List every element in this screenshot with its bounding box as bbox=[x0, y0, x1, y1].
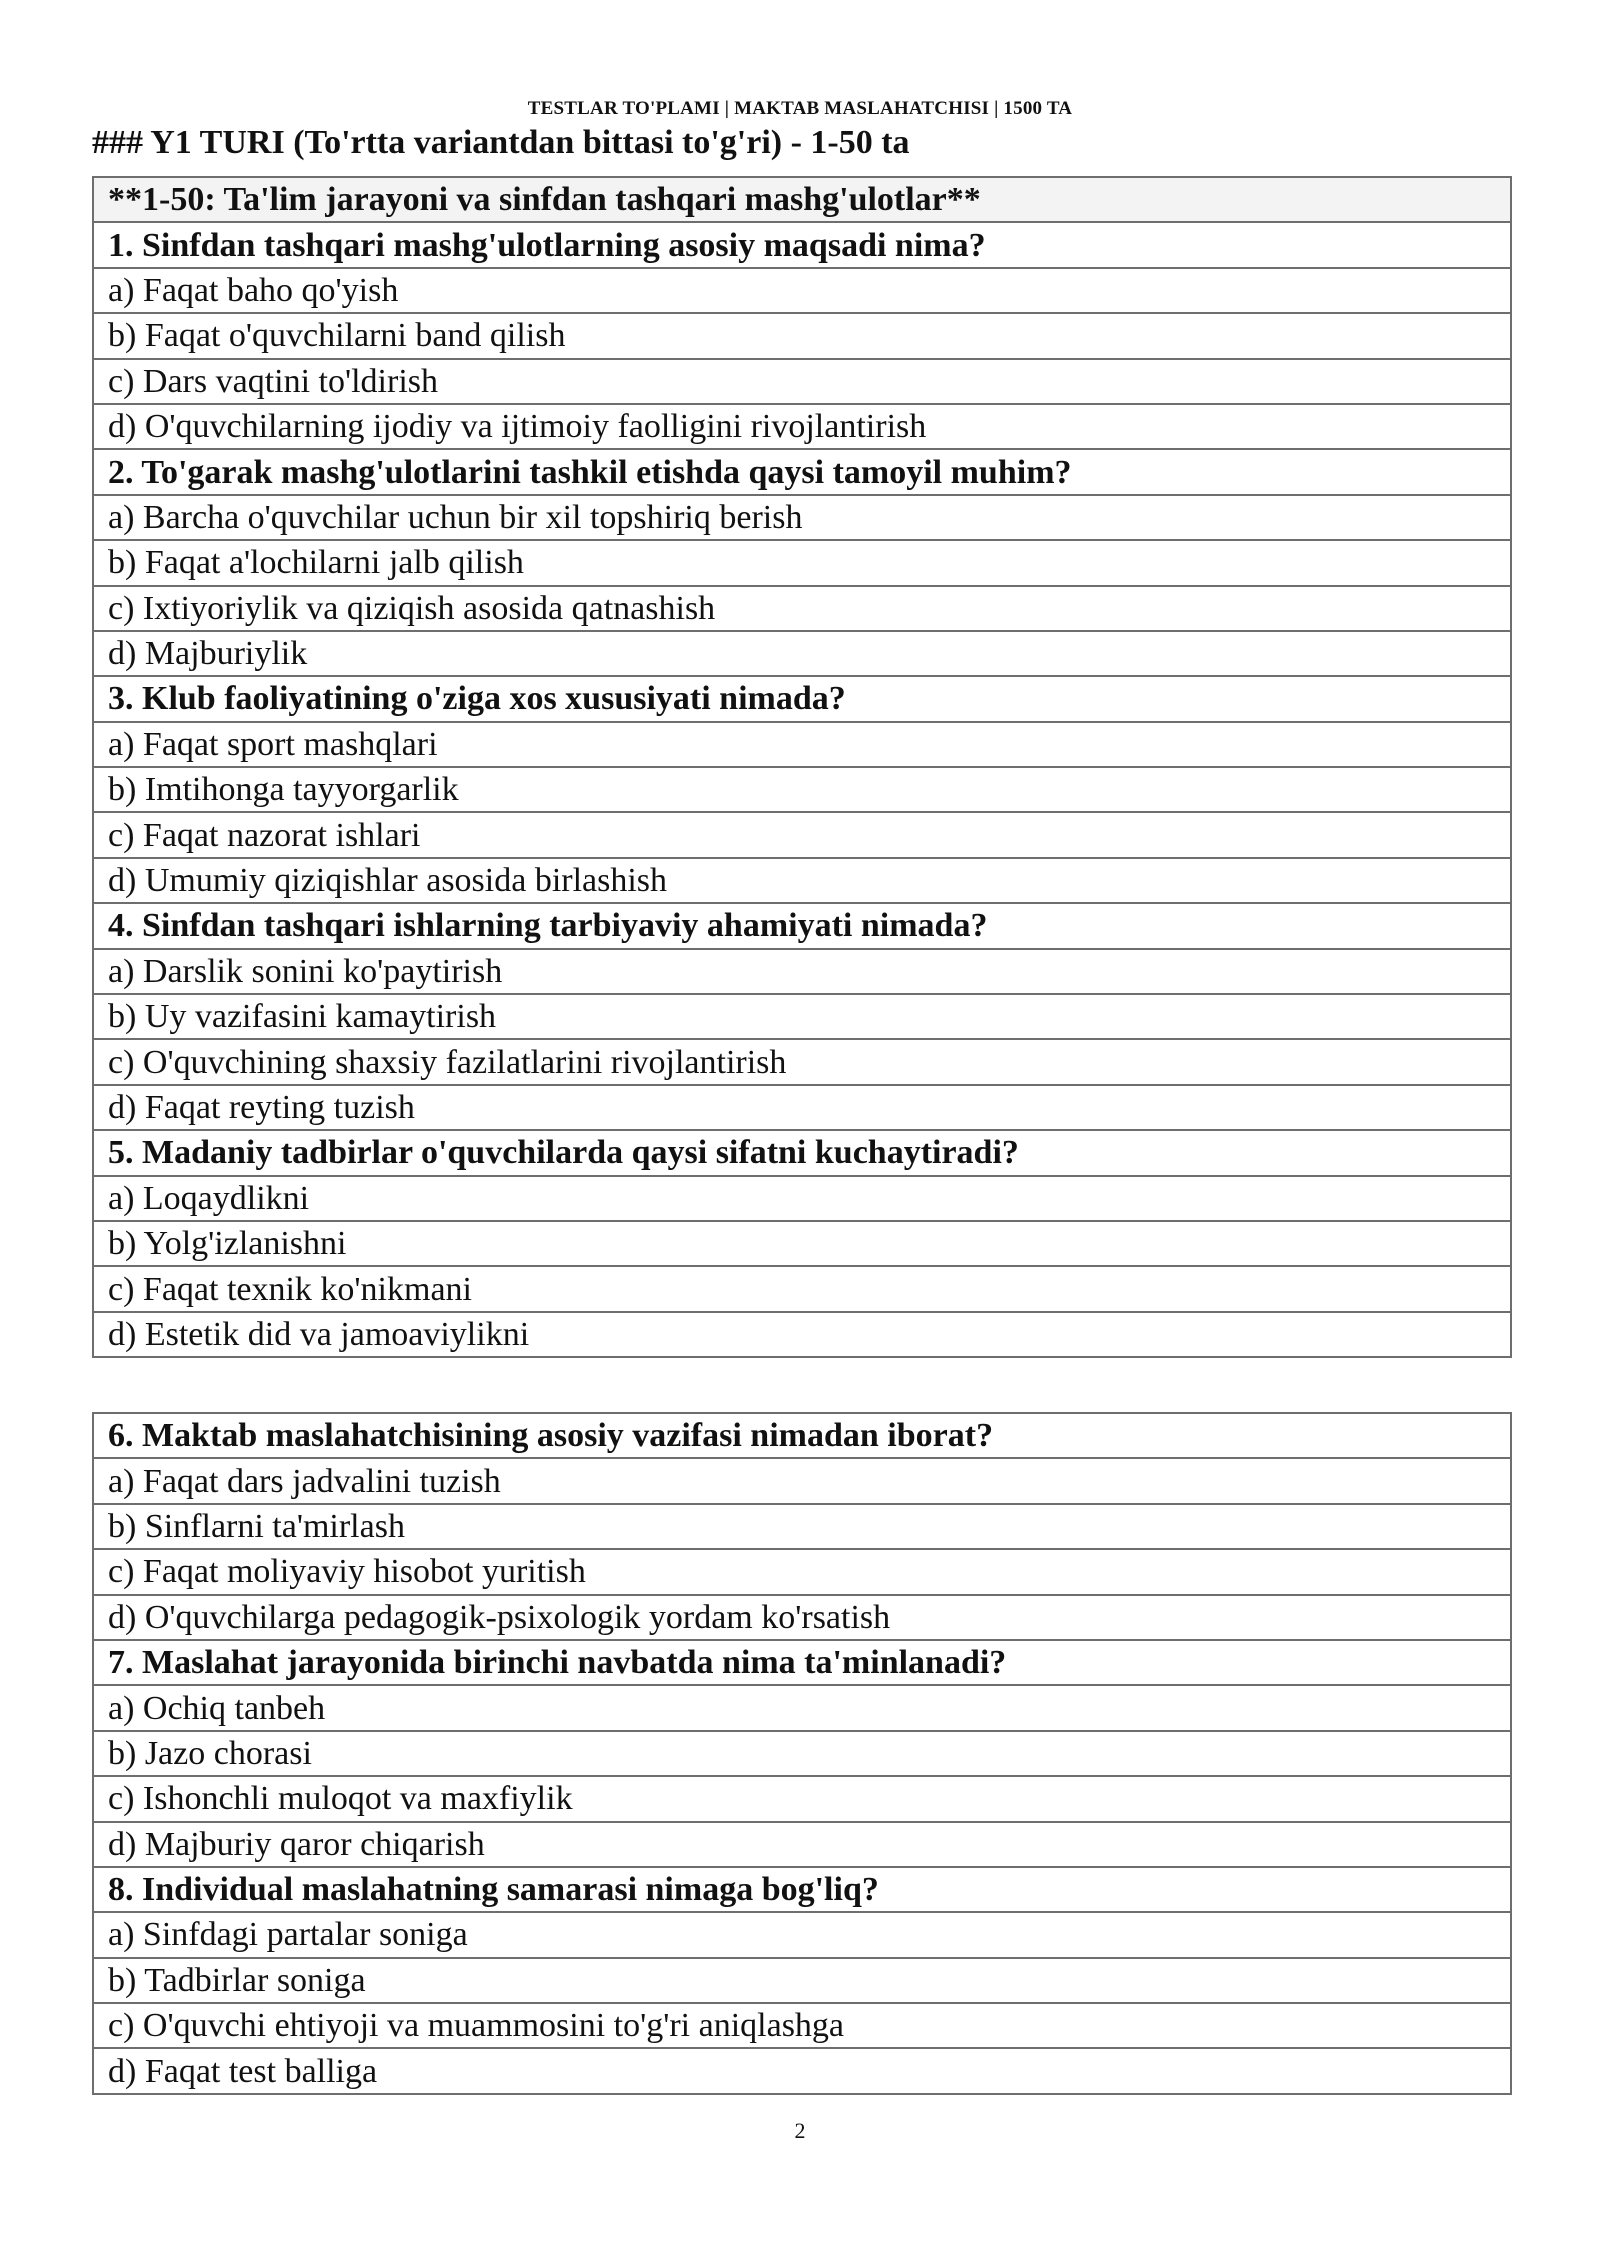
option-row bbox=[93, 812, 1511, 857]
answer-option: d) Faqat test balliga bbox=[93, 2048, 1511, 2093]
option-row bbox=[93, 767, 1511, 812]
answer-option: c) Faqat texnik ko'nikmani bbox=[93, 1266, 1511, 1311]
questions-table bbox=[92, 1412, 1512, 2095]
question-row bbox=[93, 1867, 1511, 1912]
document-heading: ### Y1 TURI (To'rtta variantdan bittasi to'g'ri) - 1-50 ta bbox=[92, 124, 910, 161]
answer-option: a) Darslik sonini ko'paytirish bbox=[93, 949, 1511, 994]
answer-option: a) Faqat baho qo'yish bbox=[93, 268, 1511, 313]
answer-option: b) Faqat o'quvchilarni band qilish bbox=[93, 313, 1511, 358]
question-row bbox=[93, 1130, 1511, 1175]
option-row bbox=[93, 858, 1511, 903]
option-row bbox=[93, 1595, 1511, 1640]
answer-option: c) Faqat moliyaviy hisobot yuritish bbox=[93, 1549, 1511, 1594]
question-text: 8. Individual maslahatning samarasi nimaga bog'liq? bbox=[93, 1867, 1511, 1912]
option-row bbox=[93, 313, 1511, 358]
option-row bbox=[93, 2048, 1511, 2093]
option-row bbox=[93, 1822, 1511, 1867]
option-row bbox=[93, 540, 1511, 585]
option-row bbox=[93, 1176, 1511, 1221]
questions-table bbox=[92, 176, 1512, 1358]
running-header: TESTLAR TO'PLAMI | MAKTAB MASLAHATCHISI | 1500 TA bbox=[527, 98, 1073, 119]
answer-option: d) Faqat reyting tuzish bbox=[93, 1085, 1511, 1130]
answer-option: d) O'quvchilarga pedagogik-psixologik yordam ko'rsatish bbox=[93, 1595, 1511, 1640]
option-row bbox=[93, 1549, 1511, 1594]
option-row bbox=[93, 994, 1511, 1039]
option-row bbox=[93, 404, 1511, 449]
option-row bbox=[93, 495, 1511, 540]
option-row bbox=[93, 1266, 1511, 1311]
option-row bbox=[93, 1685, 1511, 1730]
option-row bbox=[93, 631, 1511, 676]
answer-option: b) Sinflarni ta'mirlash bbox=[93, 1504, 1511, 1549]
answer-option: d) O'quvchilarning ijodiy va ijtimoiy faolligini rivojlantirish bbox=[93, 404, 1511, 449]
option-row bbox=[93, 1504, 1511, 1549]
answer-option: d) Majburiylik bbox=[93, 631, 1511, 676]
answer-option: a) Ochiq tanbeh bbox=[93, 1685, 1511, 1730]
option-row bbox=[93, 1085, 1511, 1130]
answer-option: c) Ixtiyoriylik va qiziqish asosida qatnashish bbox=[93, 586, 1511, 631]
option-row bbox=[93, 586, 1511, 631]
question-row bbox=[93, 222, 1511, 267]
answer-option: c) Faqat nazorat ishlari bbox=[93, 812, 1511, 857]
answer-option: b) Imtihonga tayyorgarlik bbox=[93, 767, 1511, 812]
answer-option: d) Estetik did va jamoaviylikni bbox=[93, 1312, 1511, 1357]
answer-option: c) O'quvchi ehtiyoji va muammosini to'g'ri aniqlashga bbox=[93, 2003, 1511, 2048]
option-row bbox=[93, 2003, 1511, 2048]
question-row bbox=[93, 449, 1511, 494]
answer-option: c) O'quvchining shaxsiy fazilatlarini rivojlantirish bbox=[93, 1039, 1511, 1084]
answer-option: d) Umumiy qiziqishlar asosida birlashish bbox=[93, 858, 1511, 903]
option-row bbox=[93, 1221, 1511, 1266]
question-row bbox=[93, 903, 1511, 948]
answer-option: b) Yolg'izlanishni bbox=[93, 1221, 1511, 1266]
option-row bbox=[93, 1776, 1511, 1821]
answer-option: b) Tadbirlar soniga bbox=[93, 1958, 1511, 2003]
answer-option: b) Jazo chorasi bbox=[93, 1731, 1511, 1776]
question-text: 6. Maktab maslahatchisining asosiy vazifasi nimadan iborat? bbox=[93, 1413, 1511, 1458]
answer-option: a) Barcha o'quvchilar uchun bir xil topshiriq berish bbox=[93, 495, 1511, 540]
answer-option: a) Loqaydlikni bbox=[93, 1176, 1511, 1221]
option-row bbox=[93, 722, 1511, 767]
answer-option: c) Ishonchli muloqot va maxfiylik bbox=[93, 1776, 1511, 1821]
section-title: **1-50: Ta'lim jarayoni va sinfdan tashqari mashg'ulotlar** bbox=[93, 177, 1511, 222]
question-text: 7. Maslahat jarayonida birinchi navbatda nima ta'minlanadi? bbox=[93, 1640, 1511, 1685]
option-row bbox=[93, 1912, 1511, 1957]
option-row bbox=[93, 949, 1511, 994]
question-text: 3. Klub faoliyatining o'ziga xos xususiyati nimada? bbox=[93, 676, 1511, 721]
option-row bbox=[93, 268, 1511, 313]
question-text: 5. Madaniy tadbirlar o'quvchilarda qaysi sifatni kuchaytiradi? bbox=[93, 1130, 1511, 1175]
answer-option: b) Uy vazifasini kamaytirish bbox=[93, 994, 1511, 1039]
answer-option: a) Sinfdagi partalar soniga bbox=[93, 1912, 1511, 1957]
question-row bbox=[93, 1640, 1511, 1685]
question-text: 2. To'garak mashg'ulotlarini tashkil etishda qaysi tamoyil muhim? bbox=[93, 449, 1511, 494]
option-row bbox=[93, 1958, 1511, 2003]
question-row bbox=[93, 1413, 1511, 1458]
answer-option: d) Majburiy qaror chiqarish bbox=[93, 1822, 1511, 1867]
option-row bbox=[93, 1731, 1511, 1776]
answer-option: c) Dars vaqtini to'ldirish bbox=[93, 359, 1511, 404]
option-row bbox=[93, 1312, 1511, 1357]
option-row bbox=[93, 1458, 1511, 1503]
page-number: 2 bbox=[794, 2118, 806, 2143]
option-row bbox=[93, 1039, 1511, 1084]
question-row bbox=[93, 676, 1511, 721]
answer-option: a) Faqat sport mashqlari bbox=[93, 722, 1511, 767]
question-text: 1. Sinfdan tashqari mashg'ulotlarning asosiy maqsadi nima? bbox=[93, 222, 1511, 267]
answer-option: a) Faqat dars jadvalini tuzish bbox=[93, 1458, 1511, 1503]
section-row bbox=[93, 177, 1511, 222]
answer-option: b) Faqat a'lochilarni jalb qilish bbox=[93, 540, 1511, 585]
question-text: 4. Sinfdan tashqari ishlarning tarbiyaviy ahamiyati nimada? bbox=[93, 903, 1511, 948]
option-row bbox=[93, 359, 1511, 404]
